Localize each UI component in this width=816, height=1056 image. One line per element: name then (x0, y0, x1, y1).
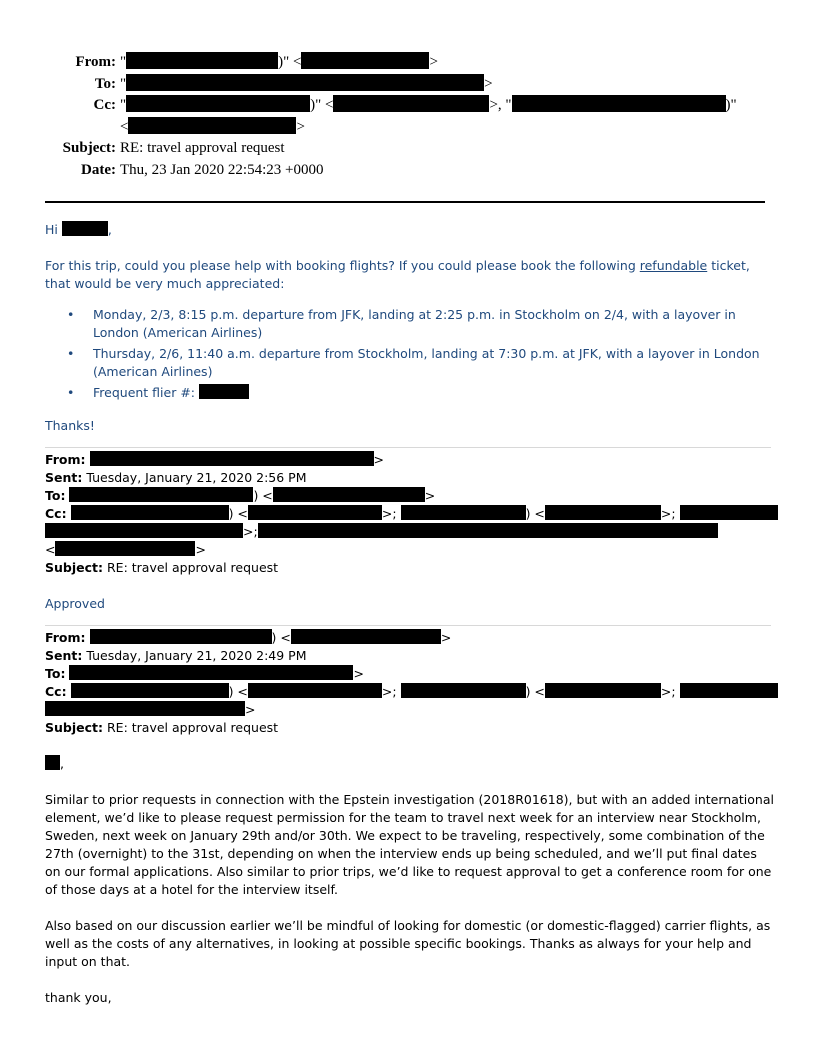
redaction-bar (71, 505, 229, 520)
request-paragraph: For this trip, could you please help with booking flights? If you could please book the following refundable ticket, that would be very much appreciated: (45, 258, 750, 291)
redaction-bar (401, 505, 526, 520)
redaction-bar (126, 74, 484, 91)
header-to-label: To: (94, 75, 116, 92)
to-line: To: > (45, 666, 364, 681)
redaction-bar (401, 683, 526, 698)
redaction-bar (301, 52, 429, 69)
redaction-bar (680, 505, 778, 520)
header-subject-row (0, 138, 816, 160)
header-subject: RE: travel approval request (120, 140, 285, 156)
list-item: • Monday, 2/3, 8:15 p.m. departure from JFK, landing at 2:25 p.m. in Stockholm on 2/4, with a layover in London (American Airlines) (67, 307, 736, 340)
redaction-bar (55, 541, 195, 556)
redaction-bar (69, 665, 353, 680)
email-header (0, 52, 816, 181)
thanks-line: Thanks! (45, 418, 95, 433)
greeting-line: Hi , (45, 222, 112, 237)
bullet-icon: • (67, 346, 75, 361)
header-from-label: From: (75, 54, 116, 70)
redaction-bar (126, 95, 310, 112)
closing-line: thank you, (45, 990, 112, 1005)
bullet-icon: • (67, 385, 75, 400)
quoted-message-header: From: > Sent: Tuesday, January 21, 2020 2:56 PM To: ) < > Cc: ) < >; ) < >; >; < > Subject: RE: travel approval request (45, 451, 775, 577)
quoted-message-header: From: ) < > Sent: Tuesday, January 21, 2020 2:49 PM To: > Cc: ) < >; ) < >; > Subject: RE: travel approval request (45, 629, 775, 737)
header-date: Thu, 23 Jan 2020 22:54:23 +0000 (120, 161, 324, 178)
redaction-bar (680, 683, 778, 698)
redaction-bar (333, 95, 489, 112)
redaction-bar (71, 683, 229, 698)
header-subject-label: Subject: (62, 140, 116, 156)
list-item: • Thursday, 2/6, 11:40 a.m. departure from Stockholm, landing at 7:30 p.m. at JFK, with a layover in London (American Airlines) (67, 346, 760, 379)
sent-line: Sent: Tuesday, January 21, 2020 2:56 PM (45, 470, 307, 485)
cc-line: Cc: ) < >; ) < >; (45, 505, 775, 523)
header-divider (45, 201, 765, 203)
to-line: To: ) < > (45, 488, 436, 503)
message-separator (45, 447, 771, 448)
greeting: Hi (45, 222, 58, 237)
subject-line: Subject: RE: travel approval request (45, 720, 279, 735)
email-body (45, 221, 775, 1007)
message-separator (45, 625, 771, 626)
redaction-bar (545, 505, 661, 520)
redaction-bar (199, 384, 249, 399)
header-cc-label: Cc: (93, 97, 116, 113)
bullet-icon: • (67, 307, 75, 322)
from-line: From: ) < > (45, 630, 452, 645)
flight-list (45, 306, 775, 402)
redaction-bar (273, 487, 425, 502)
redaction-bar (62, 221, 108, 236)
redaction-bar (90, 451, 374, 466)
approved-text: Approved (45, 596, 105, 611)
redaction-bar (258, 523, 718, 538)
redaction-bar (248, 683, 382, 698)
redaction-bar (69, 487, 253, 502)
redaction-bar (291, 629, 441, 644)
redaction-bar (45, 755, 60, 770)
sent-line: Sent: Tuesday, January 21, 2020 2:49 PM (45, 648, 307, 663)
redaction-bar (45, 523, 243, 538)
refundable-emphasis: refundable (639, 258, 708, 273)
redaction-bar (512, 95, 726, 112)
redaction-bar (90, 629, 272, 644)
carrier-paragraph: Also based on our discussion earlier we’ll be mindful of looking for domestic (or domestic-flagged) carrier flights, as well as the costs of any alternatives, in looking at possible specific bookings. Thanks as always for your help and input on that. (45, 918, 771, 969)
redaction-bar (128, 117, 296, 134)
redaction-bar (126, 52, 278, 69)
header-cc-row: Cc: " )" < >, " )" (0, 95, 816, 117)
request-body-paragraph: Similar to prior requests in connection with the Epstein investigation (2018R01618), but with an added international element, we’d like to please request permission for the team to travel next week for an interview near Stockholm, Sweden, next week on January 29th and/or 30th. We expect to be traveling, respectively, some combination of the 27th (overnight) to the 31st, depending on when the interview ends up being scheduled, and we’ll put final dates on our formal applications. Also similar to prior trips, we’d like to request approval to get a conference room for one of those days at a hotel for the interview itself. (45, 792, 774, 897)
cc-line: Cc: ) < >; ) < >; (45, 683, 775, 701)
header-from-row: From: " )" < > (0, 52, 816, 74)
redaction-bar (545, 683, 661, 698)
subject-line: Subject: RE: travel approval request (45, 560, 279, 575)
header-date-row (0, 160, 816, 182)
header-to-row: To: " > (0, 74, 816, 96)
redaction-bar (45, 701, 245, 716)
from-line: From: > (45, 452, 384, 467)
header-date-label: Date: (81, 161, 116, 178)
header-cc-row-cont: < > (120, 118, 305, 135)
salutation-line: , (45, 755, 775, 773)
redaction-bar (248, 505, 382, 520)
list-item: • Frequent flier #: (45, 384, 775, 402)
